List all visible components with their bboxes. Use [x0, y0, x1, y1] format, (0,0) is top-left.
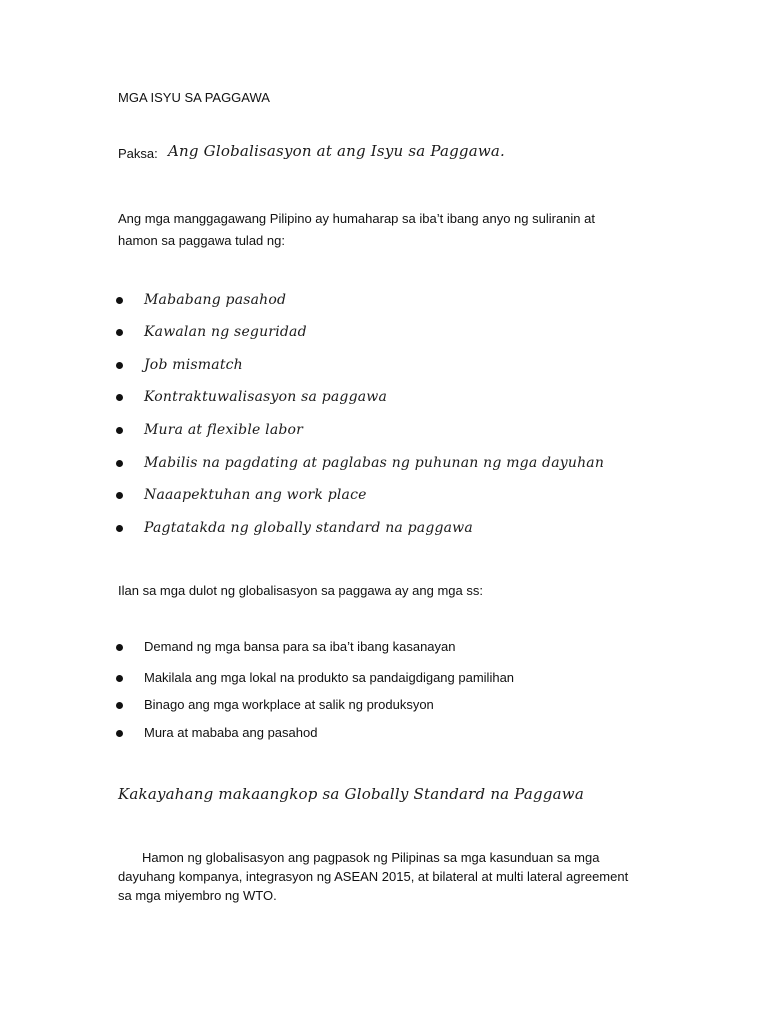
issue-text: Mura at flexible labor	[144, 422, 304, 438]
list-item	[116, 453, 604, 473]
bullet-icon	[116, 702, 123, 709]
bullet-icon	[116, 427, 123, 434]
effects-intro: Ilan sa mga dulot ng globalisasyon sa paggawa ay ang mga ss:	[118, 583, 483, 598]
list-item	[116, 637, 456, 657]
bullet-icon	[116, 525, 123, 532]
bullet-icon	[116, 394, 123, 401]
issue-text: Job mismatch	[144, 357, 243, 373]
bullet-icon	[116, 329, 123, 336]
list-item	[116, 387, 387, 407]
list-item	[116, 518, 473, 538]
bullet-icon	[116, 492, 123, 499]
list-item	[116, 322, 307, 342]
effect-text: Makilala ang mga lokal na produkto sa pandaigdigang pamilihan	[144, 670, 515, 685]
effect-text: Mura at mababa ang pasahod	[144, 725, 318, 740]
list-item	[116, 420, 303, 440]
intro-paragraph: Ang mga manggagawang Pilipino ay humaharap sa iba’t ibang anyo ng suliranin at hamon sa paggawa tulad ng:	[118, 211, 595, 248]
bullet-icon	[116, 297, 123, 304]
paksa-value: Ang Globalisasyon at ang Isyu sa Paggawa.	[168, 142, 505, 160]
bullet-icon	[116, 362, 123, 369]
body-paragraph: Hamon ng globalisasyon ang pagpasok ng Pilipinas sa mga kasunduan sa mga dayuhang kompanya, integrasyon ng ASEAN 2015, at bilateral at multi lateral agreement sa mga miyembro ng WTO.	[118, 850, 629, 903]
bullet-icon	[116, 460, 123, 467]
effect-text: Binago ang mga workplace at salik ng produksyon	[144, 697, 434, 712]
effect-text: Demand ng mga bansa para sa iba’t ibang kasanayan	[144, 639, 456, 654]
issue-text: Pagtatakda ng globally standard na paggawa	[144, 520, 473, 536]
section-heading: Kakayahang makaangkop sa Globally Standard na Paggawa	[118, 785, 584, 803]
bullet-icon	[116, 644, 123, 651]
issue-text: Naaapektuhan ang work place	[144, 487, 367, 503]
list-item	[116, 485, 367, 505]
paksa-label: Paksa:	[118, 146, 158, 161]
list-item	[116, 723, 317, 743]
issue-text: Kontraktuwalisasyon sa paggawa	[144, 389, 388, 405]
issue-text: Mabilis na pagdating at paglabas ng puhunan ng mga dayuhan	[144, 455, 605, 471]
bullet-icon	[116, 675, 123, 682]
document-title: MGA ISYU SA PAGGAWA	[118, 90, 270, 105]
issue-text: Kawalan ng seguridad	[144, 324, 307, 340]
issue-text: Mababang pasahod	[144, 292, 287, 308]
list-item	[116, 695, 434, 715]
list-item	[116, 290, 286, 310]
bullet-icon	[116, 730, 123, 737]
list-item	[116, 355, 243, 375]
list-item	[116, 668, 514, 688]
